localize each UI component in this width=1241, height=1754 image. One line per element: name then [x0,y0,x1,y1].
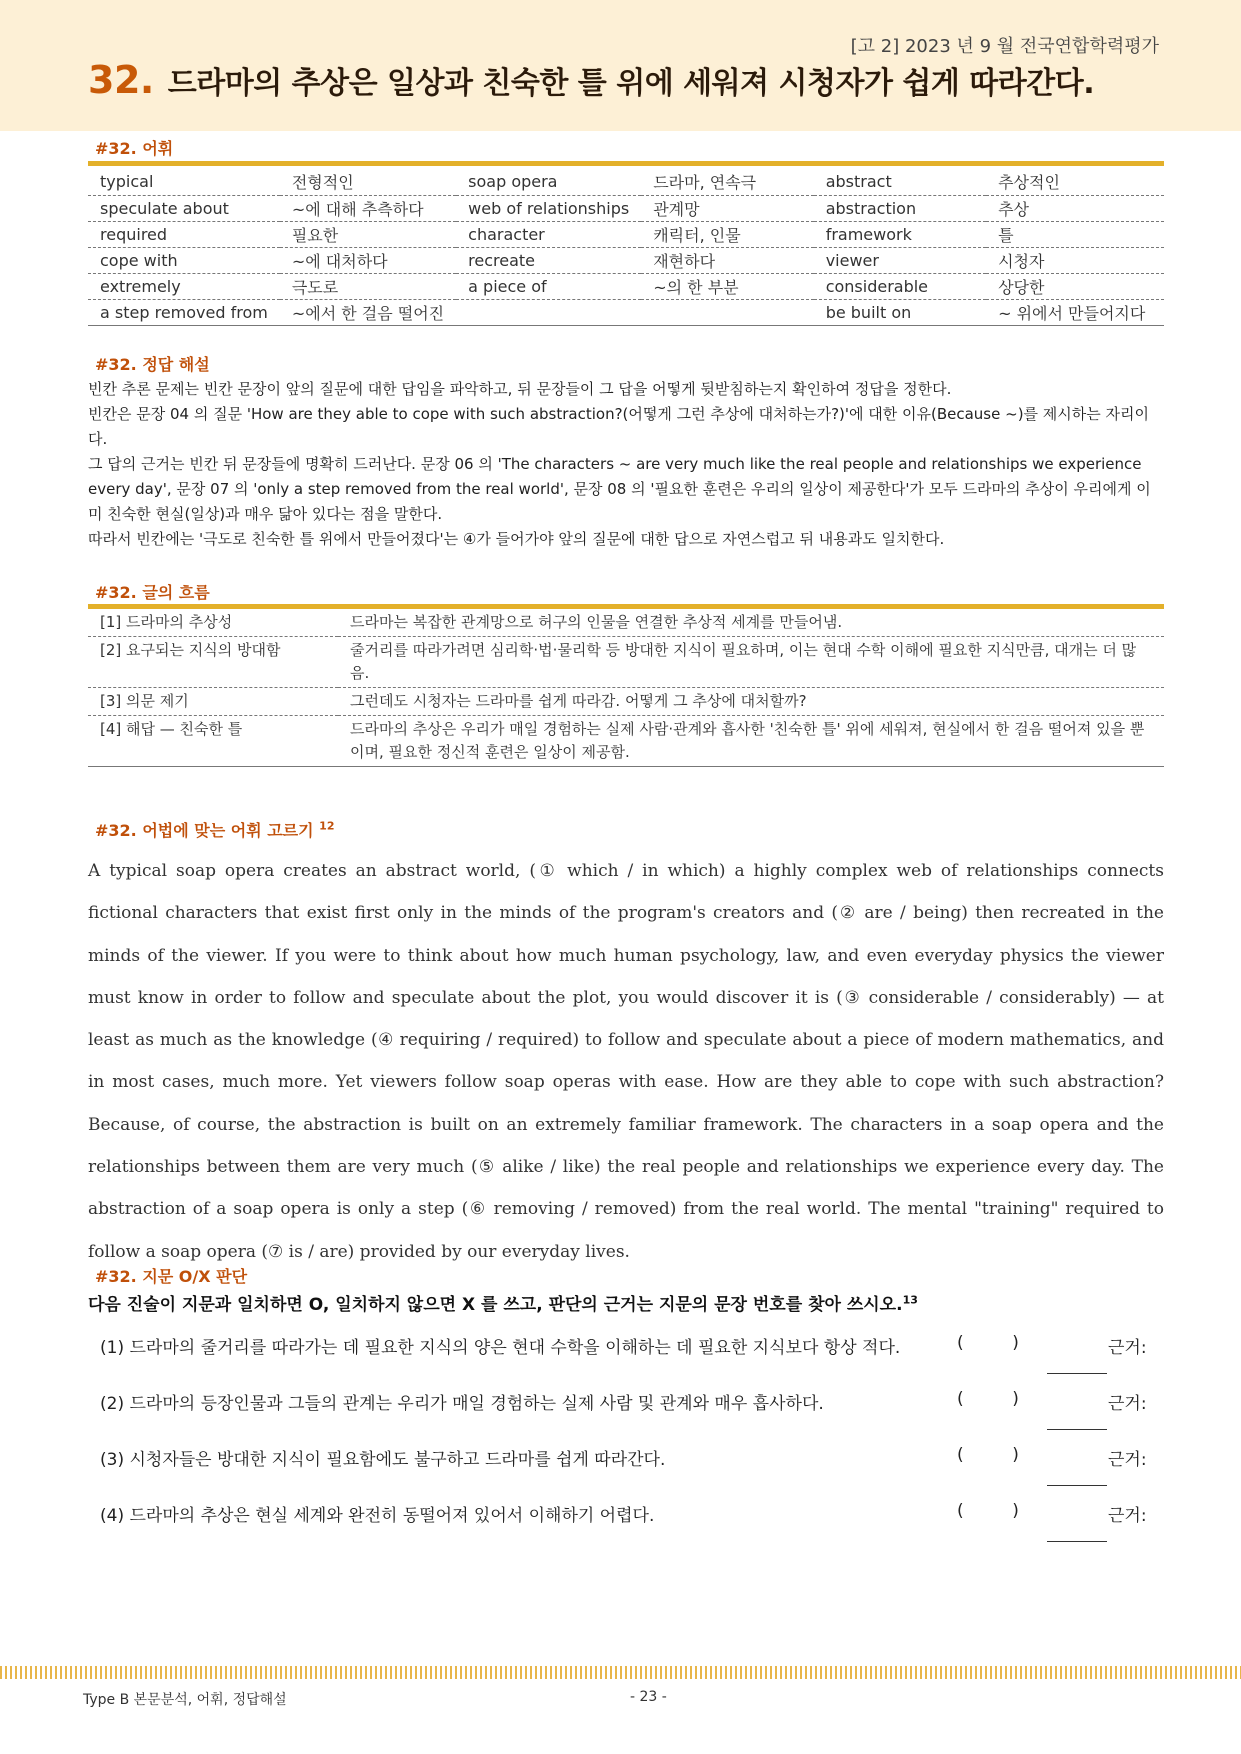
basis-label: 근거: [1108,1394,1147,1414]
vocab-term: a piece of [456,273,641,299]
flow-row [88,716,1164,767]
vocab-meaning: ~에 대해 추측하다 [280,195,456,221]
vocab-row [88,169,1164,195]
ox-statement: (1) 드라마의 줄거리를 따라가는 데 필요한 지식의 양은 현대 수학을 이해하는 데 필요한 지식보다 항상 적다. [100,1338,901,1358]
flow-step-label: [4] 해답 — 친숙한 틀 [88,716,338,767]
flow-step-label: [3] 의문 제기 [88,688,338,716]
basis-blank[interactable] [1047,1373,1107,1374]
title-text: 드라마의 추상은 일상과 친숙한 틀 위에 세워져 시청자가 쉽게 따라간다. [167,66,1095,101]
vocab-meaning: 필요한 [280,221,456,247]
flow-row [88,609,1164,637]
vocab-meaning: 재현하다 [641,247,813,273]
ox-answer-blank[interactable]: ( ) [957,1445,1019,1465]
vocab-row [88,247,1164,273]
answer-paragraph: 빈칸 추론 문제는 빈칸 문장이 앞의 질문에 대한 답임을 파악하고, 뒤 문장들이 그 답을 어떻게 뒷받침하는지 확인하여 정답을 정한다. [88,380,952,398]
vocab-term [456,299,641,325]
vocab-row [88,273,1164,299]
vocab-term: abstraction [814,195,986,221]
ox-item [100,1501,1164,1561]
vocab-meaning: 극도로 [280,273,456,299]
basis-label: 근거: [1108,1450,1147,1470]
vocab-meaning [641,299,813,325]
vocab-row [88,221,1164,247]
ox-instruction-text: 다음 진술이 지문과 일치하면 O, 일치하지 않으면 X 를 쓰고, 판단의 근거는 지문의 문장 번호를 찾아 쓰시오. [88,1295,903,1315]
vocab-term: recreate [456,247,641,273]
grammar-footnote: 12 [319,819,335,833]
flow-step-label: [1] 드라마의 추상성 [88,609,338,637]
ox-footnote: 13 [902,1293,918,1307]
footer-label: Type B 본문분석, 어휘, 정답해설 [83,1692,287,1708]
flow-step-text: 드라마는 복잡한 관계망으로 허구의 인물을 연결한 추상적 세계를 만들어냄. [338,609,1164,637]
vocab-table [88,169,1164,326]
vocab-term: considerable [814,273,986,299]
grammar-section-title [95,818,334,841]
exam-info: [고 2] 2023 년 9 월 전국연합학력평가 [850,36,1159,57]
vocab-term: required [88,221,280,247]
vocab-meaning: 상당한 [986,273,1164,299]
answer-paragraph: 그 답의 근거는 빈칸 뒤 문장들에 명확히 드러난다. 문장 06 의 'The characters ~ are very much like the real people and relationships we experience every day', 문장 07 의 'only a step removed from the real world', 문장 08 의 '필요한 훈련은 우리의 일상이 제공한다'가 모두 드라마의 추상이 우리에게 이미 친숙한 현실(일상)과 매우 닮아 있다는 점을 말한다. [88,455,1151,523]
vocab-term: character [456,221,641,247]
vocab-meaning: 드라마, 연속극 [641,169,813,195]
vocab-term: a step removed from [88,299,280,325]
ox-section-title: #32. 지문 O/X 판단 [95,1267,248,1286]
answer-explanation [88,377,1164,552]
answer-paragraph: 빈칸은 문장 04 의 질문 'How are they able to cope with such abstraction?(어떻게 그런 추상에 대처하는가?)'에 대한 이유(Because ~)를 제시하는 자리이다. [88,405,1150,448]
vocab-term: typical [88,169,280,195]
vocab-meaning: ~ 위에서 만들어지다 [986,299,1164,325]
flow-step-label: [2] 요구되는 지식의 방대함 [88,637,338,688]
ox-item [100,1333,1164,1393]
ox-statement: (3) 시청자들은 방대한 지식이 필요함에도 불구하고 드라마를 쉽게 따라간다. [100,1450,666,1470]
vocab-meaning: 캐릭터, 인물 [641,221,813,247]
vocab-meaning: ~에 대처하다 [280,247,456,273]
vocab-meaning: ~에서 한 걸음 떨어진 [280,299,456,325]
vocab-meaning: 추상적인 [986,169,1164,195]
vocab-meaning: 시청자 [986,247,1164,273]
vocab-meaning: ~의 한 부분 [641,273,813,299]
vocab-meaning: 전형적인 [280,169,456,195]
flow-section-title: #32. 글의 흐름 [95,583,210,602]
page-number: - 23 - [630,1689,667,1705]
vocab-section-title: #32. 어휘 [95,139,174,158]
basis-label: 근거: [1108,1338,1147,1358]
vocab-term: be built on [814,299,986,325]
answer-section-title: #32. 정답 해설 [95,355,210,374]
basis-blank[interactable] [1047,1485,1107,1486]
vocab-term: extremely [88,273,280,299]
ox-answer-blank[interactable]: ( ) [957,1333,1019,1353]
flow-step-text: 드라마의 추상은 우리가 매일 경험하는 실제 사람·관계와 흡사한 '친숙한 틀' 위에 세워져, 현실에서 한 걸음 떨어져 있을 뿐이며, 필요한 정신적 훈련은 일상이 제공함. [338,716,1164,767]
question-number: 32. [88,58,154,102]
ox-answer-blank[interactable]: ( ) [957,1501,1019,1521]
page-title [88,58,1094,102]
ox-item [100,1389,1164,1449]
flow-step-text: 그런데도 시청자는 드라마를 쉽게 따라감. 어떻게 그 추상에 대처할까? [338,688,1164,716]
flow-row [88,688,1164,716]
ox-answer-blank[interactable]: ( ) [957,1389,1019,1409]
ox-instruction [88,1290,918,1315]
grammar-title-text: #32. 어법에 맞는 어휘 고르기 [95,821,314,840]
flow-table [88,609,1164,767]
vocab-row [88,299,1164,325]
ox-statement: (4) 드라마의 추상은 현실 세계와 완전히 동떨어져 있어서 이해하기 어렵다. [100,1506,655,1526]
vocab-row [88,195,1164,221]
vocab-rule [88,161,1164,166]
flow-row [88,637,1164,688]
vocab-meaning: 틀 [986,221,1164,247]
vocab-term: soap opera [456,169,641,195]
ox-item [100,1445,1164,1505]
grammar-passage: A typical soap opera creates an abstract world, (① which / in which) a highly complex web of relationships connects fictional characters that exist first only in the minds of the program's creators and (② are / being) then recreated in the minds of the viewer. If you were to think about how much human psychology, law, and even everyday physics the viewer must know in order to follow and speculate about the plot, you would discover it is (③ considerable / considerably) — at least as much as the knowledge (④ requiring / required) to follow and speculate about a piece of modern mathematics, and in most cases, much more. Yet viewers follow soap operas with ease. How are they able to cope with such abstraction? Because, of course, the abstraction is built on an extremely familiar framework. The characters in a soap opera and the relationships between them are very much (⑤ alike / like) the real people and relationships we experience every day. The abstraction of a soap opera is only a step (⑥ removing / removed) from the real world. The mental "training" required to follow a soap opera (⑦ is / are) provided by our everyday lives. [88,861,1164,1262]
basis-label: 근거: [1108,1506,1147,1526]
answer-paragraph: 따라서 빈칸에는 '극도로 친숙한 틀 위에서 만들어졌다'는 ④가 들어가야 앞의 질문에 대한 답으로 자연스럽고 뒤 내용과도 일치한다. [88,530,945,548]
vocab-meaning: 관계망 [641,195,813,221]
vocab-term: web of relationships [456,195,641,221]
footer-stripe [0,1666,1241,1679]
vocab-term: cope with [88,247,280,273]
basis-blank[interactable] [1047,1429,1107,1430]
vocab-meaning: 추상 [986,195,1164,221]
vocab-term: viewer [814,247,986,273]
vocab-term: framework [814,221,986,247]
flow-step-text: 줄거리를 따라가려면 심리학·법·물리학 등 방대한 지식이 필요하며, 이는 현대 수학 이해에 필요한 지식만큼, 대개는 더 많음. [338,637,1164,688]
vocab-term: speculate about [88,195,280,221]
basis-blank[interactable] [1047,1541,1107,1542]
vocab-term: abstract [814,169,986,195]
ox-statement: (2) 드라마의 등장인물과 그들의 관계는 우리가 매일 경험하는 실제 사람 및 관계와 매우 흡사하다. [100,1394,824,1414]
